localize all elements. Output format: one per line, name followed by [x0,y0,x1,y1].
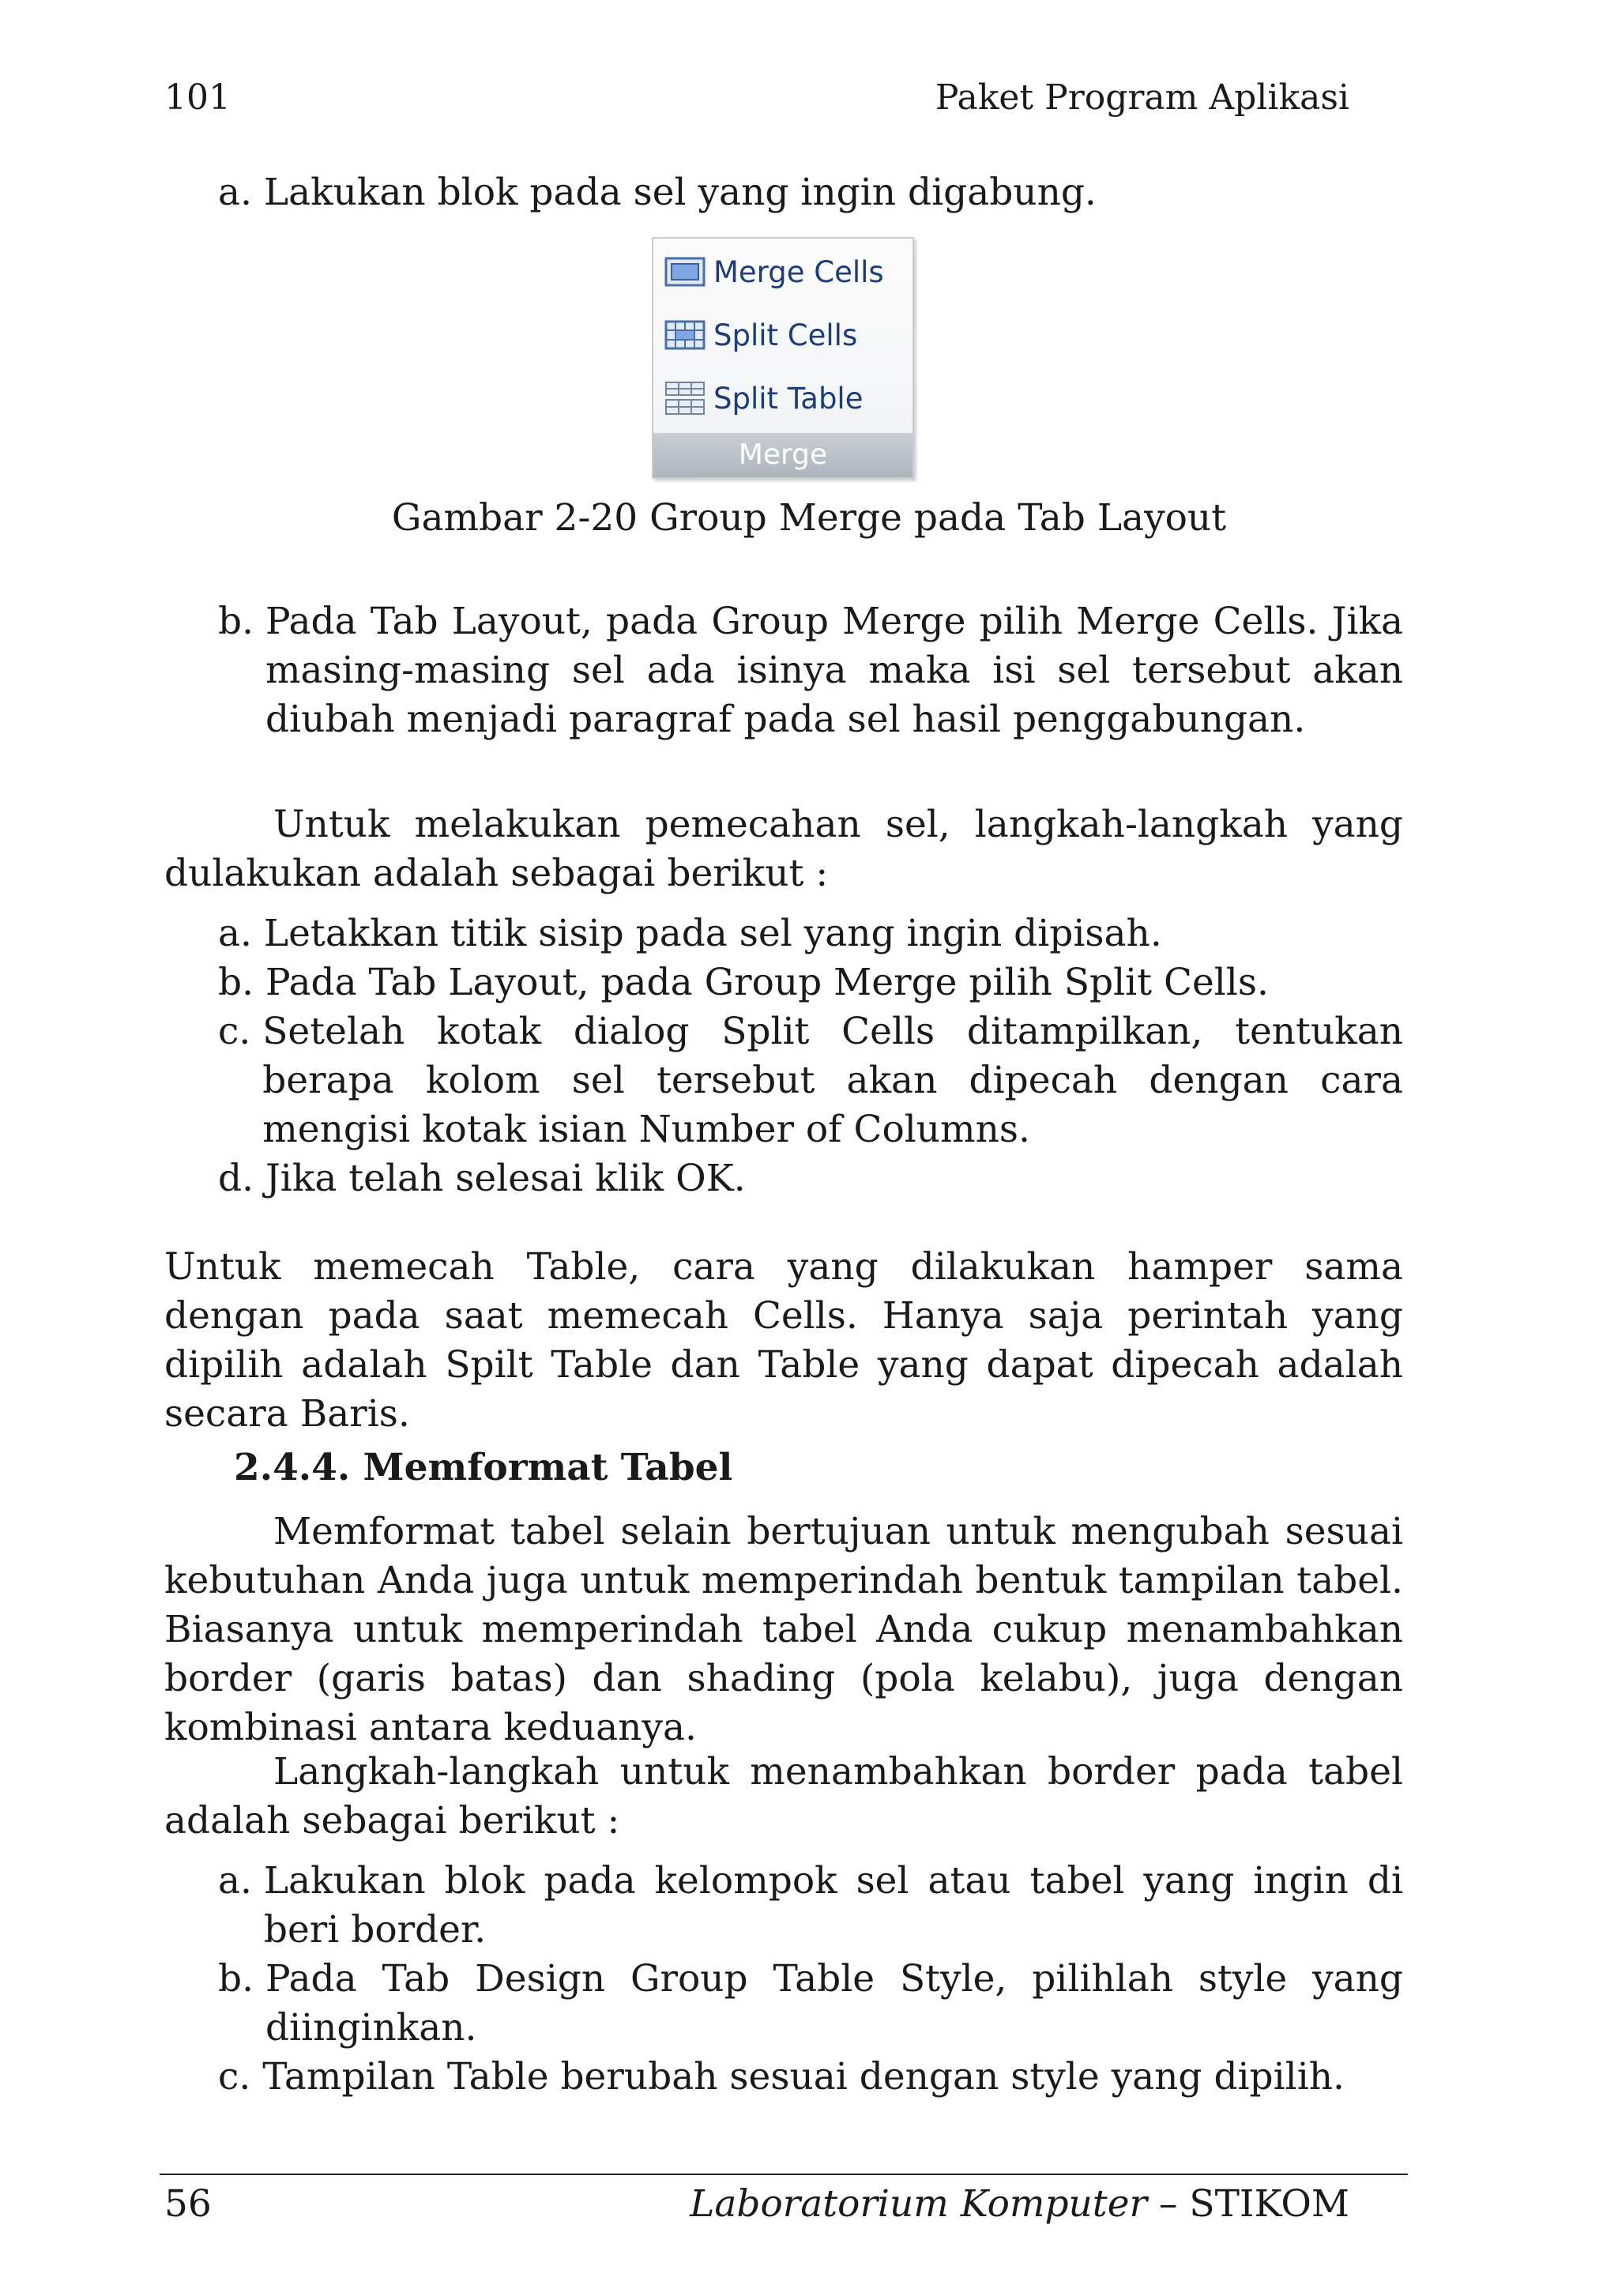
list-text: Jika telah selesai klik OK. [265,1157,746,1200]
border-steps-list [218,1857,1403,2102]
list-label: b. [218,600,265,643]
footer-dash: – [1146,2182,1190,2226]
format-paragraph: Memformat tabel selain bertujuan untuk mengubah sesuai kebutuhan Anda juga untuk memperindah bentuk tampilan tabel. Biasanya untuk memperindah tabel Anda cukup menambahkan border (garis batas) dan shading (pola kelabu), juga dengan kombinasi antara keduanya. [164,1510,1403,1749]
list-label: c. [218,2055,263,2098]
merge-cells-label: Merge Cells [713,254,884,289]
split-table-paragraph: Untuk memecah Table, cara yang dilakukan hamper sama dengan pada saat memecah Cells. Hanya saja perintah yang dipilih adalah Spilt Table dan Table yang dapat dipecah adalah secara Baris. [164,1245,1403,1436]
list-item [218,958,1403,1007]
merge-step-b [218,597,1403,744]
list-item [218,1955,1403,2053]
list-text: Lakukan blok pada kelompok sel atau tabel yang ingin di beri border. [263,1859,1403,1952]
split-steps-list [218,909,1403,1203]
footer-page-number: 56 [164,2182,212,2226]
list-item [218,909,1403,958]
list-text: Setelah kotak dialog Split Cells ditampilkan, tentukan berapa kolom sel tersebut akan dipecah dengan cara mengisi kotak isian Number of Columns. [262,1010,1403,1151]
list-label: a. [218,1859,264,1903]
list-label: d. [218,1157,265,1200]
list-label: a. [218,912,264,955]
list-label: a. [218,171,264,214]
split-table-label: Split Table [713,381,864,416]
footer-credit [690,2182,1349,2226]
merge-step-a [218,168,1403,217]
split-table-icon [664,381,706,416]
header-page-number: 101 [164,77,231,118]
list-item [218,1007,1403,1154]
merge-group-label: Merge [653,433,912,477]
header-title: Paket Program Aplikasi [935,77,1349,118]
merge-cells-button[interactable] [664,248,884,295]
list-text: Letakkan titik sisip pada sel yang ingin dipisah. [263,912,1162,955]
list-text: Lakukan blok pada sel yang ingin digabung. [263,171,1097,214]
footer-divider [160,2174,1408,2175]
list-label: b. [218,961,265,1004]
list-label: c. [218,1010,263,1053]
footer-lab: Laboratorium Komputer [690,2182,1147,2226]
list-text: Pada Tab Layout, pada Group Merge pilih Split Cells. [265,961,1269,1004]
border-intro-paragraph: Langkah-langkah untuk menambahkan border pada tabel adalah sebagai berikut : [164,1750,1403,1842]
list-item [218,1154,1403,1203]
list-label: b. [218,1957,265,2001]
list-text: Pada Tab Layout, pada Group Merge pilih Merge Cells. Jika masing-masing sel ada isinya maka isi sel tersebut akan diubah menjadi paragraf pada sel hasil penggabungan. [265,600,1403,741]
split-cells-button[interactable] [664,311,857,359]
split-table-button[interactable] [664,375,863,422]
section-heading: 2.4.4. Memformat Tabel [234,1446,733,1489]
list-item [218,2053,1403,2102]
split-cells-label: Split Cells [713,318,858,352]
figure-caption: Gambar 2-20 Group Merge pada Tab Layout [391,496,1227,540]
list-item [218,1857,1403,1955]
footer-org: STIKOM [1189,2182,1349,2226]
split-intro-paragraph: Untuk melakukan pemecahan sel, langkah-langkah yang dulakukan adalah sebagai berikut : [164,803,1403,895]
list-text: Tampilan Table berubah sesuai dengan style yang dipilih. [262,2055,1345,2098]
merge-cells-icon [664,256,706,288]
split-cells-icon [664,319,706,351]
merge-group-figure [652,237,914,479]
list-text: Pada Tab Design Group Table Style, pilihlah style yang diinginkan. [265,1957,1403,2049]
